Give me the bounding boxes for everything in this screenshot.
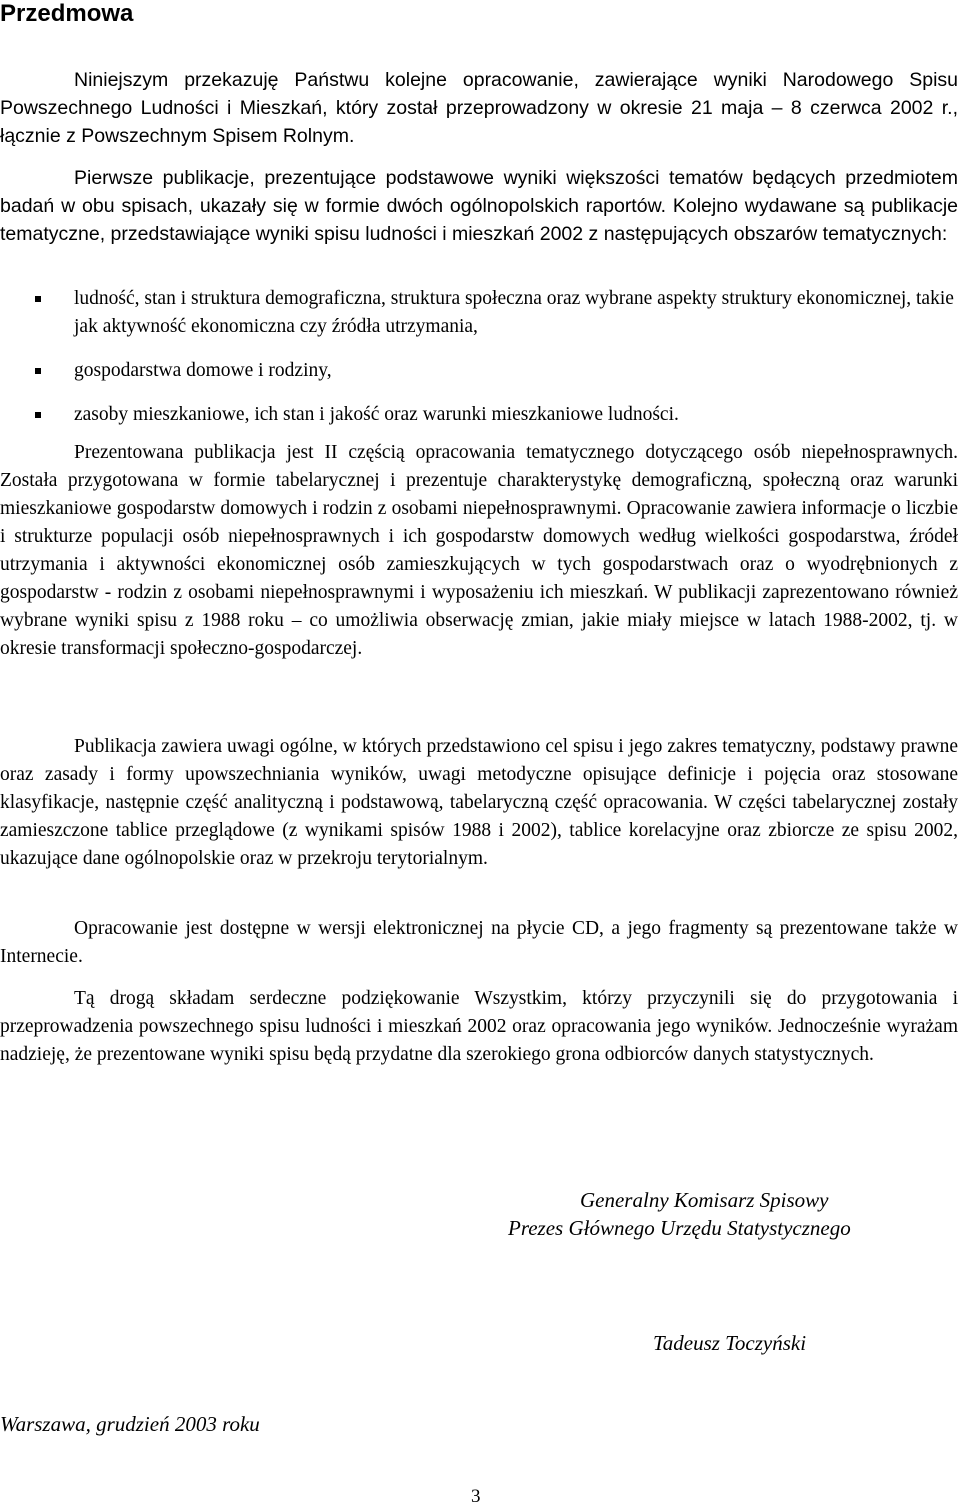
signature-title-line1: Generalny Komisarz Spisowy <box>580 1188 829 1212</box>
paragraph-thanks: Tą drogą składam serdeczne podziękowanie Wszystkim, którzy przyczynili się do przygotowania i przeprowadzenia powszechnego spisu ludności i mieszkań 2002 oraz opracowania jego wyników. Jednocześnie wyrażam nadzieję, że prezentowane wyniki spisu będą przydatne dla szerokiego grona odbiorców danych statystycznych. <box>0 988 958 1065</box>
signature-name: Tadeusz Toczyński <box>653 1331 807 1355</box>
signature-title-line2: Prezes Głównego Urzędu Statystycznego <box>508 1216 851 1240</box>
list-item-text: gospodarstwa domowe i rodziny, <box>74 360 332 381</box>
list-item <box>0 401 958 429</box>
list-item <box>0 357 958 385</box>
square-bullet-icon <box>35 412 41 418</box>
page-title: Przedmowa <box>0 0 134 27</box>
paragraph-description: Prezentowana publikacja jest II częścią opracowania tematycznego dotyczącego osób niepełnosprawnych. Została przygotowana w formie tabelarycznej i prezentuje charakterystykę demograficzną, społeczną oraz warunki mieszkaniowe gospodarstw domowych i rodzin z osobami niepełnosprawnymi. Opracowanie zawiera informacje o liczbie i strukturze populacji osób niepełnosprawnych i ich gospodarstw domowych według wielkości gospodarstwa, źródeł utrzymania i aktywności ekonomicznej osób zamieszkujących w tych gospodarstwach oraz o wyodrębnionych z gospodarstw - rodzin z osobami niepełnosprawnymi i wyposażeniu ich mieszkań. W publikacji zaprezentowano również wybrane wyniki spisu z 1988 roku – co umożliwia obserwację zmian, jakie miały miejsce w latach 1988-2002, tj. w okresie transformacji społeczno-gospodarczej. <box>0 442 958 659</box>
paragraph-publications: Pierwsze publikacje, prezentujące podstawowe wyniki większości tematów będących przedmiotem badań w obu spisach, ukazały się w formie dwóch ogólnopolskich raportów. Kolejno wydawane są publikacje tematyczne, przedstawiające wyniki spisu ludności i mieszkań 2002 z następujących obszarów tematycznych: <box>0 167 958 245</box>
list-item-text: zasoby mieszkaniowe, ich stan i jakość oraz warunki mieszkaniowe ludności. <box>74 404 679 425</box>
square-bullet-icon <box>35 368 41 374</box>
topic-list <box>0 285 958 445</box>
page-number: 3 <box>471 1486 481 1507</box>
paragraph-contents: Publikacja zawiera uwagi ogólne, w których przedstawiono cel spisu i jego zakres tematyczny, podstawy prawne oraz zasady i formy upowszechniania wyników, uwagi metodyczne opisujące definicje i pojęcia oraz stosowane klasyfikacje, następnie część analityczną i podstawową, tabelaryczną część opracowania. W części tabelarycznej zostały zamieszczone tablice przeglądowe (z wynikami spisów 1988 i 2002), tablice korelacyjne oraz zbiorcze ze spisu 2002, ukazujące dane ogólnopolskie oraz w przekroju terytorialnym. <box>0 736 958 869</box>
square-bullet-icon <box>35 296 41 302</box>
paragraph-intro: Niniejszym przekazuję Państwu kolejne opracowanie, zawierające wyniki Narodowego Spisu Powszechnego Ludności i Mieszkań, który został przeprowadzony w okresie 21 maja – 8 czerwca 2002 r., łącznie z Powszechnym Spisem Rolnym. <box>0 69 958 147</box>
place-date: Warszawa, grudzień 2003 roku <box>0 1412 260 1436</box>
paragraph-availability: Opracowanie jest dostępne w wersji elektronicznej na płycie CD, a jego fragmenty są prezentowane także w Internecie. <box>0 918 958 967</box>
list-item <box>0 285 958 341</box>
list-item-text: ludność, stan i struktura demograficzna, struktura społeczna oraz wybrane aspekty struktury ekonomicznej, takie jak aktywność ekonomiczna czy źródła utrzymania, <box>74 288 954 337</box>
